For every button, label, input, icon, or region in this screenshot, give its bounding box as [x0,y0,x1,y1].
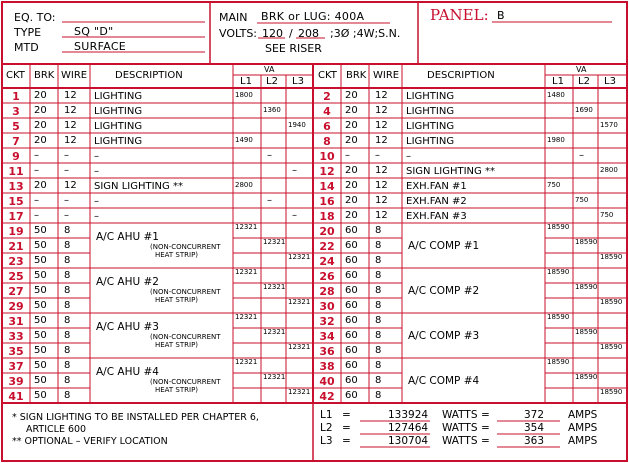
see-riser-note: SEE RISER [265,42,322,55]
ckt-number-right: 28 [319,285,335,298]
watts-value: 133924 [388,409,429,421]
ckt-number-left: 27 [8,285,24,298]
wire-size-left: 8 [64,225,71,236]
va-load-right-l2: 1690 [575,106,593,114]
col-ckt-right: CKT [318,70,337,81]
va-load-left-l2: 12321 [263,283,286,291]
wire-size-right: 12 [375,135,388,146]
ckt-number-left: 19 [8,225,24,238]
ckt-number-right: 2 [323,90,331,103]
va-load-right-l3: 18590 [600,388,623,396]
va-load-right-l3: 2800 [600,166,618,174]
ahu-name: A/C AHU #1 [96,231,159,243]
breaker-size-right: 20 [345,90,358,101]
col-va-left: VA [264,65,275,74]
volts-suffix: ;3Ø ;4W;S.N. [330,27,401,40]
description-left: LIGHTING [94,106,143,117]
ahu-note-line1: (NON-CONCURRENT [150,378,221,386]
ckt-number-left: 33 [8,330,24,343]
wire-size-right: – [375,150,380,161]
va-load-left-l2: – [267,195,272,206]
ckt-number-right: 14 [319,180,335,193]
mtd-value: SURFACE [74,40,127,53]
note-article: ARTICLE 600 [26,424,87,435]
ckt-number-left: 7 [12,135,20,148]
wire-size-right: 8 [375,330,382,341]
va-load-right-l3: 18590 [600,253,623,261]
compressor-name: A/C COMP #3 [408,330,480,342]
breaker-size-right: 60 [345,375,358,386]
va-load-left-l1: 1800 [235,91,253,99]
va-load-right-l2: 18590 [575,283,598,291]
description-right: EXH.FAN #1 [406,181,467,192]
breaker-size-right: 60 [345,240,358,251]
breaker-size-right: 60 [345,300,358,311]
mtd-label: MTD [14,41,39,54]
ahu-note-line2: HEAT STRIP) [155,386,199,394]
wire-size-left: 12 [64,180,77,191]
breaker-size-left: 50 [34,345,47,356]
ckt-number-right: 42 [319,390,335,403]
va-load-right-l1: 1480 [547,91,565,99]
ckt-number-right: 34 [319,330,335,343]
equals-sign: = [481,435,490,447]
ckt-number-right: 10 [319,150,335,163]
col-brk-right: BRK [346,70,367,81]
ahu-name: A/C AHU #3 [96,321,159,333]
wire-size-left: 8 [64,270,71,281]
amps-label: AMPS [568,435,598,447]
va-load-left-l3: 12321 [288,388,311,396]
breaker-size-right: 60 [345,360,358,371]
wire-size-left: 8 [64,285,71,296]
breaker-size-right: 20 [345,105,358,116]
ckt-number-right: 6 [323,120,331,133]
description-left: – [94,166,99,177]
wire-size-left: 12 [64,120,77,131]
wire-size-left: 8 [64,375,71,386]
ahu-note-line1: (NON-CONCURRENT [150,243,221,251]
main-label: MAIN [219,11,248,24]
breaker-size-left: – [34,210,39,221]
breaker-size-right: 20 [345,210,358,221]
breaker-size-left: 50 [34,255,47,266]
wire-size-left: 8 [64,360,71,371]
description-right: LIGHTING [406,136,455,147]
panel-value: B [497,9,505,22]
col-wire-right: WIRE [373,70,400,81]
description-right: LIGHTING [406,106,455,117]
breaker-size-right: 60 [345,315,358,326]
wire-size-right: 8 [375,315,382,326]
wire-size-left: 12 [64,135,77,146]
wire-size-right: 8 [375,375,382,386]
watts-label: WATTS [442,422,478,434]
ckt-number-left: 39 [8,375,24,388]
breaker-size-left: 50 [34,375,47,386]
wire-size-right: 8 [375,390,382,401]
breaker-size-left: 50 [34,300,47,311]
va-load-right-l1: 750 [547,181,561,189]
breaker-size-left: 20 [34,135,47,146]
breaker-size-left: 50 [34,330,47,341]
description-right: EXH.FAN #2 [406,196,467,207]
wire-size-right: 8 [375,345,382,356]
va-load-left-l3: – [292,165,297,176]
va-load-right-l1: 1980 [547,136,565,144]
ahu-name: A/C AHU #2 [96,276,159,288]
va-load-left-l3: 12321 [288,343,311,351]
breaker-size-right: 20 [345,180,358,191]
ckt-number-left: 9 [12,150,20,163]
ckt-number-right: 36 [319,345,335,358]
equals-sign: = [481,422,490,434]
breaker-size-left: 50 [34,315,47,326]
va-load-left-l1: 12321 [235,268,258,276]
col-l2-left: L2 [266,76,278,87]
wire-size-right: 8 [375,255,382,266]
va-load-left-l1: 2800 [235,181,253,189]
wire-size-left: – [64,165,69,176]
ckt-number-left: 1 [12,90,20,103]
ahu-note-line2: HEAT STRIP) [155,296,199,304]
description-left: SIGN LIGHTING ** [94,181,183,192]
description-left: – [94,196,99,207]
col-wire-left: WIRE [61,70,88,81]
volts-phase-neutral: 120 [262,27,283,40]
breaker-size-right: – [345,150,350,161]
va-load-left-l2: 12321 [263,373,286,381]
breaker-size-left: – [34,195,39,206]
wire-size-left: – [64,195,69,206]
col-l2-right: L2 [578,76,590,87]
equals-sign: = [481,409,490,421]
description-left: LIGHTING [94,121,143,132]
ckt-number-right: 38 [319,360,335,373]
ckt-number-left: 17 [8,210,24,223]
va-load-right-l1: 18590 [547,313,570,321]
ckt-number-right: 8 [323,135,331,148]
ckt-number-right: 40 [319,375,335,388]
va-load-right-l3: 750 [600,211,614,219]
breaker-size-right: 60 [345,345,358,356]
va-load-right-l3: 18590 [600,298,623,306]
description-left: LIGHTING [94,136,143,147]
ckt-number-left: 31 [8,315,24,328]
ckt-number-right: 22 [319,240,335,253]
wire-size-left: 8 [64,390,71,401]
amps-value: 354 [524,422,545,434]
type-value: SQ "D" [74,25,114,38]
wire-size-right: 8 [375,285,382,296]
equals-sign: = [342,435,351,447]
ckt-number-left: 15 [8,195,24,208]
ckt-number-left: 5 [12,120,20,133]
compressor-name: A/C COMP #2 [408,285,480,297]
wire-size-right: 8 [375,300,382,311]
wire-size-right: 8 [375,240,382,251]
watts-value: 130704 [388,435,429,447]
ckt-number-right: 24 [319,255,335,268]
va-load-left-l1: 1490 [235,136,253,144]
volts-phase-phase: 208 [298,27,319,40]
breaker-size-left: 20 [34,90,47,101]
amps-value: 372 [524,409,545,421]
wire-size-right: 8 [375,225,382,236]
volts-label: VOLTS: [219,27,258,40]
breaker-size-right: 20 [345,195,358,206]
ckt-number-right: 26 [319,270,335,283]
ckt-number-left: 41 [8,390,24,403]
note-optional: ** OPTIONAL – VERIFY LOCATION [12,436,168,447]
col-l3-left: L3 [292,76,304,87]
ckt-number-left: 37 [8,360,24,373]
col-description-right: DESCRIPTION [427,70,495,81]
wire-size-left: – [64,150,69,161]
va-load-left-l2: 1360 [263,106,281,114]
breaker-size-left: 50 [34,240,47,251]
description-left: – [94,151,99,162]
va-load-left-l3: 1940 [288,121,306,129]
breaker-size-right: 20 [345,120,358,131]
col-va-right: VA [576,65,587,74]
ckt-number-left: 21 [8,240,24,253]
ckt-number-left: 3 [12,105,20,118]
breaker-size-left: – [34,150,39,161]
ckt-number-left: 13 [8,180,24,193]
ahu-note-line1: (NON-CONCURRENT [150,333,221,341]
ckt-number-left: 11 [8,165,24,178]
breaker-size-right: 60 [345,225,358,236]
col-l1-left: L1 [240,76,252,87]
ckt-number-right: 18 [319,210,335,223]
breaker-size-right: 60 [345,255,358,266]
va-load-right-l2: 18590 [575,328,598,336]
va-load-left-l1: 12321 [235,358,258,366]
description-right: LIGHTING [406,121,455,132]
wire-size-right: 12 [375,210,388,221]
va-load-right-l1: 18590 [547,268,570,276]
wire-size-left: 12 [64,90,77,101]
va-load-right-l3: 18590 [600,343,623,351]
amps-value: 363 [524,435,545,447]
wire-size-left: 8 [64,240,71,251]
phase-label: L2 [320,422,333,434]
ckt-number-left: 23 [8,255,24,268]
compressor-name: A/C COMP #4 [408,375,480,387]
ckt-number-right: 16 [319,195,335,208]
ckt-number-left: 35 [8,345,24,358]
va-load-right-l1: 18590 [547,358,570,366]
breaker-size-left: 50 [34,390,47,401]
ckt-number-left: 29 [8,300,24,313]
col-l1-right: L1 [552,76,564,87]
note-sign-lighting: * SIGN LIGHTING TO BE INSTALLED PER CHAPTER 6, [12,412,259,423]
description-right: LIGHTING [406,91,455,102]
wire-size-right: 12 [375,180,388,191]
ckt-number-right: 30 [319,300,335,313]
ahu-note-line2: HEAT STRIP) [155,341,199,349]
ckt-number-left: 25 [8,270,24,283]
va-load-left-l3: 12321 [288,253,311,261]
va-load-right-l3: 1570 [600,121,618,129]
ahu-name: A/C AHU #4 [96,366,159,378]
breaker-size-left: – [34,165,39,176]
description-right: EXH.FAN #3 [406,211,467,222]
equals-sign: = [342,422,351,434]
col-l3-right: L3 [604,76,616,87]
amps-label: AMPS [568,422,598,434]
panel-label: PANEL: [430,6,489,24]
wire-size-right: 12 [375,165,388,176]
va-load-left-l2: 12321 [263,238,286,246]
wire-size-right: 12 [375,105,388,116]
description-right: – [406,151,411,162]
ckt-number-right: 20 [319,225,335,238]
ahu-note-line2: HEAT STRIP) [155,251,199,259]
compressor-name: A/C COMP #1 [408,240,480,252]
wire-size-right: 8 [375,270,382,281]
wire-size-left: 8 [64,255,71,266]
breaker-size-right: 60 [345,270,358,281]
va-load-left-l2: 12321 [263,328,286,336]
breaker-size-left: 50 [34,360,47,371]
ckt-number-right: 4 [323,105,331,118]
wire-size-right: 12 [375,195,388,206]
wire-size-left: – [64,210,69,221]
col-description-left: DESCRIPTION [115,70,183,81]
col-brk-left: BRK [34,70,55,81]
wire-size-left: 12 [64,105,77,116]
phase-label: L1 [320,409,333,421]
breaker-size-right: 60 [345,390,358,401]
ckt-number-right: 12 [319,165,335,178]
wire-size-right: 12 [375,90,388,101]
watts-value: 127464 [388,422,429,434]
va-load-right-l2: 18590 [575,373,598,381]
main-value: BRK or LUG: 400A [261,10,365,23]
breaker-size-right: 20 [345,135,358,146]
wire-size-left: 8 [64,315,71,326]
breaker-size-right: 60 [345,330,358,341]
va-load-right-l1: 18590 [547,223,570,231]
breaker-size-left: 20 [34,105,47,116]
va-load-left-l1: 12321 [235,313,258,321]
watts-label: WATTS [442,435,478,447]
breaker-size-left: 50 [34,225,47,236]
breaker-size-left: 50 [34,285,47,296]
va-load-left-l2: – [267,150,272,161]
breaker-size-left: 20 [34,120,47,131]
va-load-left-l3: 12321 [288,298,311,306]
type-label: TYPE [14,26,42,39]
description-right: SIGN LIGHTING ** [406,166,495,177]
wire-size-right: 8 [375,360,382,371]
wire-size-left: 8 [64,300,71,311]
ahu-note-line1: (NON-CONCURRENT [150,288,221,296]
col-ckt-left: CKT [6,70,25,81]
va-load-right-l2: 750 [575,196,589,204]
wire-size-right: 12 [375,120,388,131]
amps-label: AMPS [568,409,598,421]
va-load-left-l1: 12321 [235,223,258,231]
breaker-size-left: 50 [34,270,47,281]
description-left: – [94,211,99,222]
description-left: LIGHTING [94,91,143,102]
wire-size-left: 8 [64,345,71,356]
equals-sign: = [342,409,351,421]
va-load-left-l3: – [292,210,297,221]
va-load-right-l2: 18590 [575,238,598,246]
breaker-size-right: 20 [345,165,358,176]
phase-label: L3 [320,435,333,447]
eq-to-label: EQ. TO: [14,11,56,24]
wire-size-left: 8 [64,330,71,341]
volts-slash: / [289,27,293,40]
va-load-right-l2: – [579,150,584,161]
watts-label: WATTS [442,409,478,421]
ckt-number-right: 32 [319,315,335,328]
breaker-size-left: 20 [34,180,47,191]
breaker-size-right: 60 [345,285,358,296]
